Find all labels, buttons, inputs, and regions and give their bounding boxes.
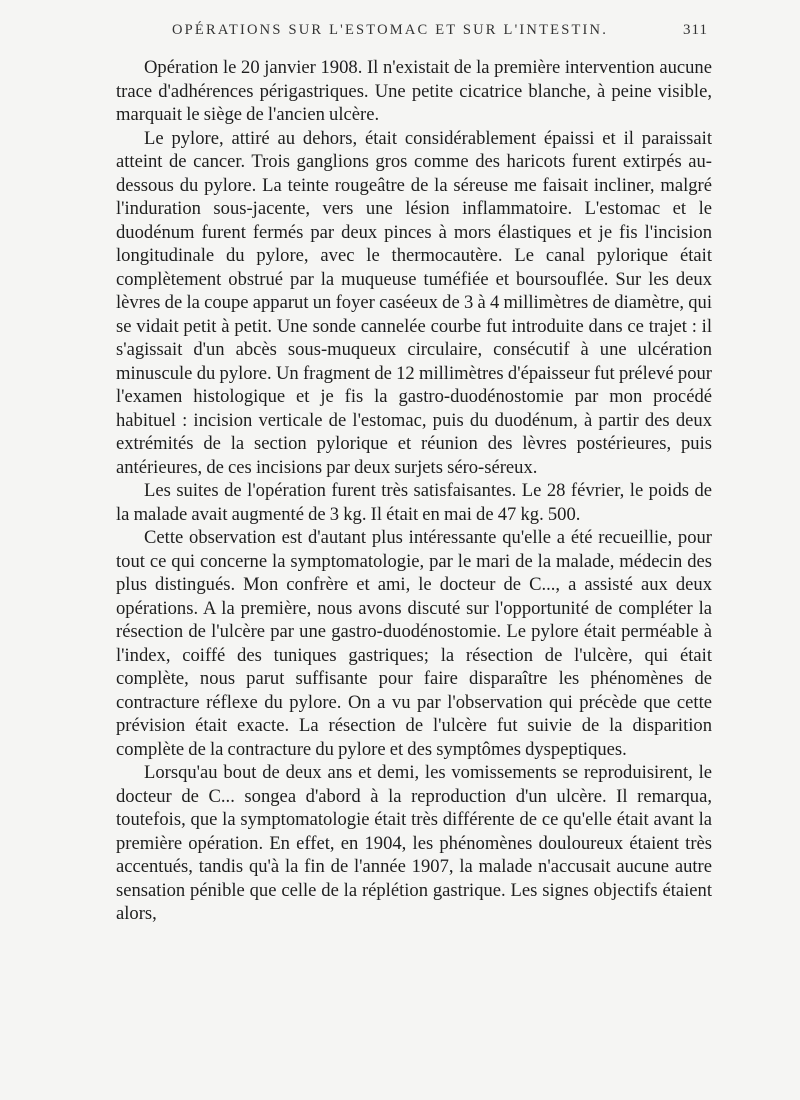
paragraph-5: Lorsqu'au bout de deux ans et demi, les vomissements se reproduisirent, le docteur de C... songea d'abord à la reproduction d'un ulcère. Il remarqua, toutefois, que la symptomatologie était très différente de ce qu'elle était avant la première opération. En effet, en 1904, les phénomènes douloureux étaient très accentués, tandis qu'à la fin de l'année 1907, la malade n'accusait aucune autre sensation pénible que celle de la réplétion gastrique. Les signes objectifs étaient alors,	[116, 762, 712, 924]
running-title: OPÉRATIONS SUR L'ESTOMAC ET SUR L'INTESTIN.	[172, 22, 609, 38]
page-number: 311	[683, 22, 708, 38]
paragraph-3: Les suites de l'opération furent très satisfaisantes. Le 28 février, le poids de la malade avait augmenté de 3 kg. Il était en mai de 47 kg. 500.	[116, 480, 712, 525]
paragraph-4: Cette observation est d'autant plus intéressante qu'elle a été recueillie, pour tout ce qui concerne la symptomatologie, par le mari de la malade, médecin des plus distingués. Mon confrère et ami, le docteur de C..., a assisté aux deux opérations. A la première, nous avons discuté sur l'opportunité de compléter la résection de l'ulcère par une gastro-duodénostomie. Le pylore était perméable à l'index, coiffé des tuniques gastriques; la résection de l'ulcère, qui était complète, nous parut suffisante pour faire disparaître les phénomènes de contracture réflexe du pylore. On a vu par l'observation qui précède que cette prévision était exacte. La résection de l'ulcère fut suivie de la disparition complète de la contracture du pylore et des symptômes dyspeptiques.	[116, 527, 712, 760]
page-body	[116, 56, 712, 926]
paragraph-1: Opération le 20 janvier 1908. Il n'existait de la première intervention aucune trace d'adhérences périgastriques. Une petite cicatrice blanche, à peine visible, marquait le siège de l'ancien ulcère.	[116, 57, 712, 125]
paragraph-2: Le pylore, attiré au dehors, était considérablement épaissi et il paraissait atteint de cancer. Trois ganglions gros comme des haricots furent extirpés au-dessous du pylore. La teinte rougeâtre de la séreuse me faisait incliner, malgré l'induration sous-jacente, vers une lésion inflammatoire. L'estomac et le duodénum furent fermés par deux pinces à mors élastiques et je fis l'incision longitudinale du pylore, avec le thermocautère. Le canal pylorique était complètement obstrué par la muqueuse tuméfiée et boursouflée. Sur les deux lèvres de la coupe apparut un foyer caséeux de 3 à 4 millimètres de diamètre, qui se vidait petit à petit. Une sonde cannelée courbe fut introduite dans ce trajet : il s'agissait d'un abcès sous-muqueux circulaire, consécutif à une ulcération minuscule du pylore. Un fragment de 12 millimètres d'épaisseur fut prélevé pour l'examen histologique et je fis la gastro-duodénostomie par mon procédé habituel : incision verticale de l'estomac, puis du duodénum, à partir des deux extrémités de la section pylorique et réunion des lèvres postérieures, puis antérieures, de ces incisions par deux surjets séro-séreux.	[116, 127, 712, 478]
